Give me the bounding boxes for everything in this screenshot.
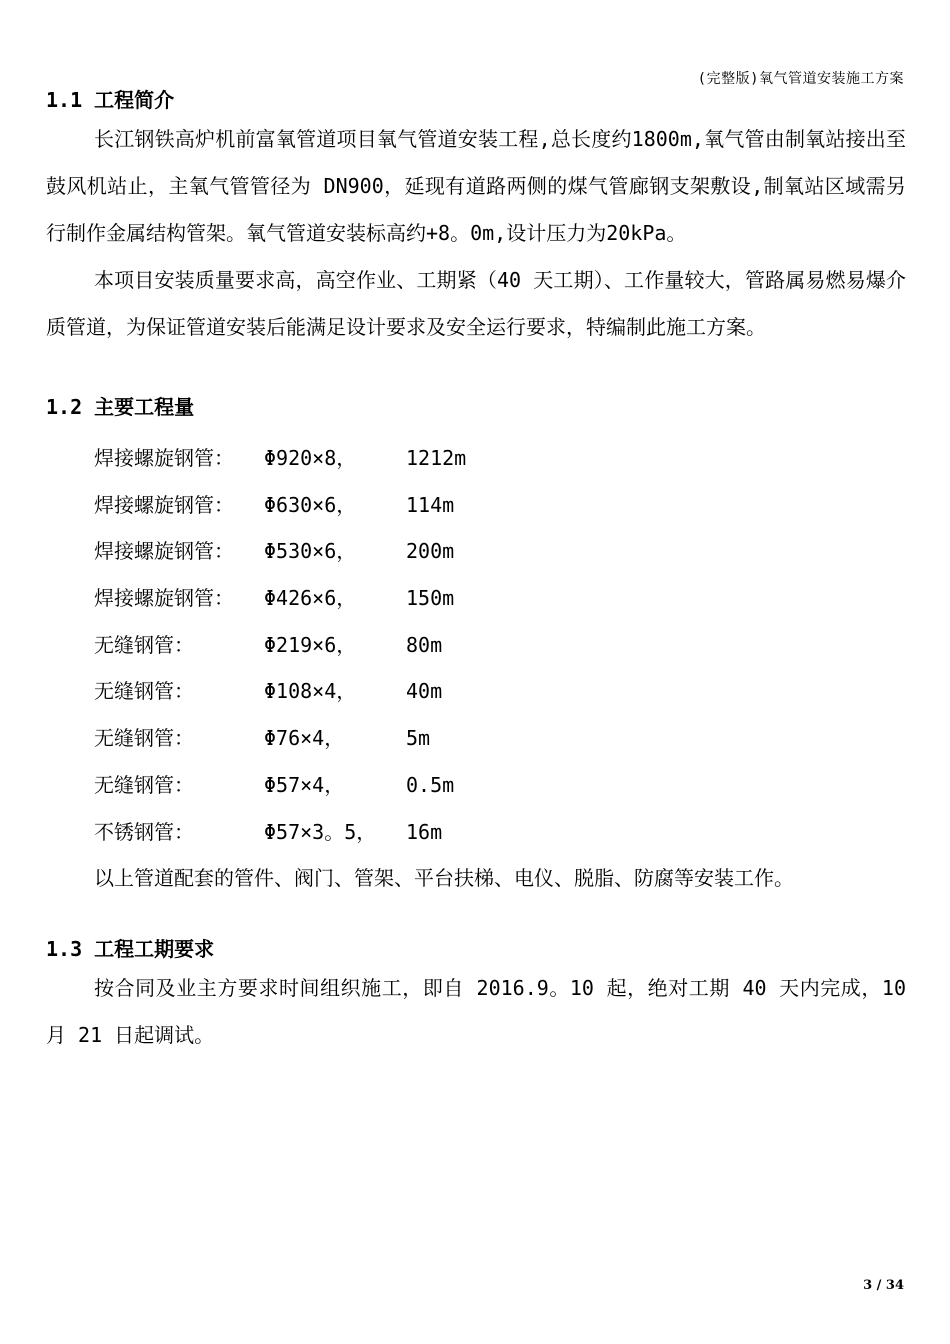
pipe-spec: Φ108×4，: [264, 679, 357, 704]
pipe-length: 5m: [406, 726, 431, 751]
list-item: [46, 809, 906, 856]
pipe-spec: Φ57×4，: [264, 772, 345, 797]
paragraph-project-overview: 长江钢铁高炉机前富氧管道项目氧气管道安装工程,总长度约1800m,氧气管由制氧站接出至鼓风机站止，主氧气管管径为 DN900，延现有道路两侧的煤气管廊钢支架敷设,制氧站区域需另行制作金属结构管架。氧气管道安装标高约+8。0m,设计压力为20kPa。: [46, 127, 906, 245]
pipe-spec: Φ57×3。5，: [264, 819, 377, 844]
pipe-spec: Φ530×6，: [264, 539, 357, 564]
pipe-length: 80m: [406, 632, 443, 657]
pipe-type: 无缝钢管：: [94, 726, 194, 751]
pipe-type: 无缝钢管：: [94, 772, 194, 797]
quantity-list: [46, 435, 906, 855]
pipe-length: 0.5m: [406, 772, 455, 797]
pipe-type: 无缝钢管：: [94, 632, 194, 657]
pipe-type: 焊接螺旋钢管：: [94, 446, 234, 470]
list-item: [46, 762, 906, 809]
pipe-type: 焊接螺旋钢管：: [94, 539, 234, 564]
list-item: [46, 575, 906, 622]
pipe-type: 无缝钢管：: [94, 679, 194, 704]
list-item: [46, 435, 906, 482]
section-heading-1-1: 1.1 工程简介: [46, 88, 175, 112]
paragraph-schedule: 按合同及业主方要求时间组织施工，即自 2016.9。10 起，绝对工期 40 天内完成，10 月 21 日起调试。: [46, 976, 906, 1048]
pipe-spec: Φ426×6，: [264, 586, 357, 611]
list-item: [46, 482, 906, 529]
pipe-spec: Φ920×8，: [264, 446, 357, 470]
spacer: [46, 351, 906, 391]
page-number: 3 / 34: [863, 1278, 904, 1293]
pipe-type: 焊接螺旋钢管：: [94, 492, 234, 517]
list-item: [46, 622, 906, 669]
pipe-spec: Φ630×6，: [264, 492, 357, 517]
section-heading-1-2: 1.2 主要工程量: [46, 395, 195, 419]
pipe-length: 200m: [406, 539, 455, 564]
pipe-spec: Φ219×6，: [264, 632, 357, 657]
document-header: (完整版)氧气管道安装施工方案: [697, 71, 904, 87]
pipe-length: 150m: [406, 586, 455, 611]
section-heading-1-3: 1.3 工程工期要求: [46, 937, 215, 962]
pipe-length: 16m: [406, 819, 443, 844]
pipe-spec: Φ76×4，: [264, 726, 345, 751]
pipe-length: 1212m: [406, 446, 467, 470]
pipe-type: 不锈钢管：: [94, 819, 194, 844]
list-item: [46, 715, 906, 762]
list-item: [46, 668, 906, 715]
pipe-type: 焊接螺旋钢管：: [94, 586, 234, 611]
document-body: [46, 84, 906, 1059]
list-item: [46, 528, 906, 575]
pipe-length: 40m: [406, 679, 443, 704]
paragraph-scope-note: 以上管道配套的管件、阀门、管架、平台扶梯、电仪、脱脂、防腐等安装工作。: [94, 866, 794, 891]
pipe-length: 114m: [406, 492, 455, 517]
spacer: [46, 901, 906, 933]
paragraph-quality-requirements: 本项目安装质量要求高，高空作业、工期紧（40 天工期）、工作量较大，管路属易燃易爆介质管道，为保证管道安装后能满足设计要求及安全运行要求，特编制此施工方案。: [46, 268, 906, 339]
